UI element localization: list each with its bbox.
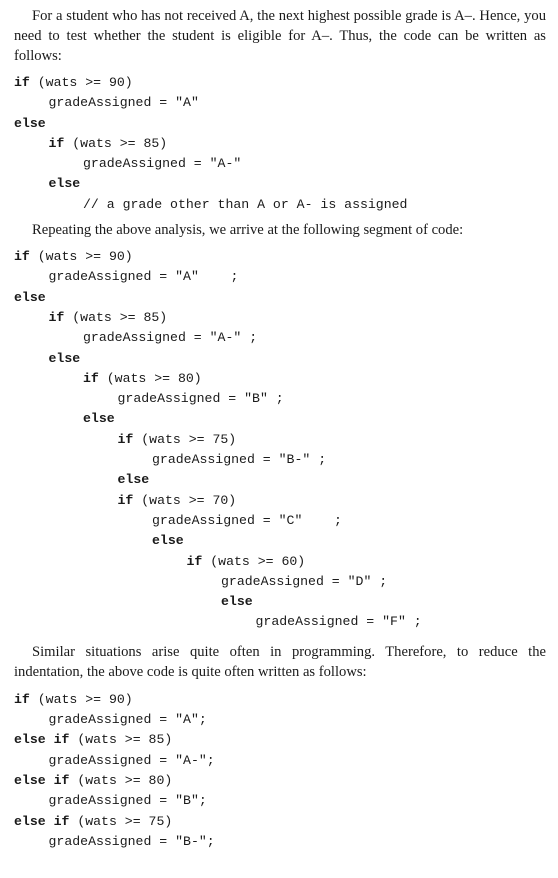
code-text: gradeAssigned = "B";	[48, 793, 207, 809]
code-line	[14, 511, 546, 531]
code-line	[14, 389, 546, 409]
code-line	[14, 328, 546, 348]
code-text: (wats >= 75)	[133, 431, 237, 447]
paragraph-repeating: Repeating the above analysis, we arrive at the following segment of code:	[32, 222, 464, 239]
code-keyword: else	[14, 289, 46, 305]
code-text: gradeAssigned = "A"	[48, 95, 199, 111]
code-text: gradeAssigned = "A-" ;	[83, 330, 258, 346]
code-text: (wats >= 75)	[69, 813, 173, 829]
code-text: gradeAssigned = "A";	[48, 712, 207, 728]
code-text: gradeAssigned = "D" ;	[221, 573, 388, 589]
code-line	[14, 195, 546, 215]
code-keyword: if	[14, 249, 30, 265]
code-keyword: else	[48, 350, 81, 366]
code-line	[14, 491, 546, 511]
code-keyword: else	[83, 411, 115, 427]
code-line	[14, 409, 546, 429]
document-page	[14, 6, 546, 852]
code-line	[14, 812, 546, 832]
code-keyword: else	[152, 533, 184, 549]
code-line	[14, 552, 546, 572]
code-line	[14, 832, 546, 852]
code-keyword: else if	[14, 772, 70, 788]
code-text: gradeAssigned = "A" ;	[48, 269, 239, 285]
code-line	[14, 93, 546, 113]
code-line	[14, 730, 546, 750]
code-line	[14, 470, 546, 490]
code-line	[14, 349, 546, 369]
code-keyword: if	[117, 431, 134, 447]
code-text: gradeAssigned = "F" ;	[255, 614, 422, 630]
code-text: (wats >= 90)	[29, 249, 133, 265]
code-block-3	[14, 690, 546, 852]
paragraph-intro: For a student who has not received A, the next highest possible grade is A–. Hence, you need to test whether the student is eligible for A–. Thus, the code can be written as follows:	[14, 8, 546, 64]
code-keyword: if	[48, 135, 65, 151]
code-text: (wats >= 70)	[133, 492, 237, 508]
code-line	[14, 430, 546, 450]
code-keyword: if	[186, 553, 203, 569]
code-keyword: if	[83, 370, 99, 386]
code-text: (wats >= 80)	[69, 772, 173, 788]
code-line	[14, 751, 546, 771]
code-line	[14, 450, 546, 470]
code-keyword: else if	[14, 813, 70, 829]
code-keyword: if	[14, 691, 30, 707]
code-text: gradeAssigned = "B-" ;	[152, 452, 327, 468]
code-line	[14, 174, 546, 194]
code-line	[14, 308, 546, 328]
code-keyword: if	[117, 492, 134, 508]
code-text: gradeAssigned = "A-"	[83, 156, 242, 172]
code-text: (wats >= 80)	[98, 370, 202, 386]
code-text: (wats >= 85)	[69, 732, 173, 748]
code-text: gradeAssigned = "A-";	[48, 752, 215, 768]
code-line	[14, 531, 546, 551]
code-line	[14, 247, 546, 267]
code-text: (wats >= 90)	[29, 691, 133, 707]
code-line	[14, 771, 546, 791]
code-text: (wats >= 60)	[202, 553, 306, 569]
code-line	[14, 572, 546, 592]
code-block-1	[14, 73, 546, 215]
code-text: (wats >= 85)	[64, 135, 168, 151]
code-line	[14, 791, 546, 811]
code-keyword: else	[48, 176, 81, 192]
paragraph-similar: Similar situations arise quite often in programming. Therefore, to reduce the indentation, the above code is quite often written as follows:	[14, 643, 546, 680]
code-text: gradeAssigned = "C" ;	[152, 512, 342, 528]
code-text: // a grade other than A or A- is assigned	[83, 196, 408, 212]
code-line	[14, 134, 546, 154]
code-keyword: if	[48, 309, 65, 325]
code-keyword: else	[117, 472, 150, 488]
code-line	[14, 690, 546, 710]
code-line	[14, 369, 546, 389]
code-keyword: else if	[14, 732, 70, 748]
code-keyword: else	[14, 115, 46, 131]
code-text: gradeAssigned = "B-";	[48, 833, 215, 849]
code-text: (wats >= 90)	[29, 75, 133, 90]
code-line	[14, 612, 546, 632]
code-line	[14, 710, 546, 730]
code-block-2	[14, 247, 546, 633]
code-keyword: if	[14, 75, 30, 90]
code-line	[14, 154, 546, 174]
code-text: gradeAssigned = "B" ;	[117, 391, 284, 407]
code-line	[14, 114, 546, 134]
code-line	[14, 267, 546, 287]
code-text: (wats >= 85)	[64, 309, 168, 325]
code-line	[14, 592, 546, 612]
code-keyword: else	[221, 594, 253, 610]
code-line	[14, 73, 546, 93]
code-line	[14, 288, 546, 308]
